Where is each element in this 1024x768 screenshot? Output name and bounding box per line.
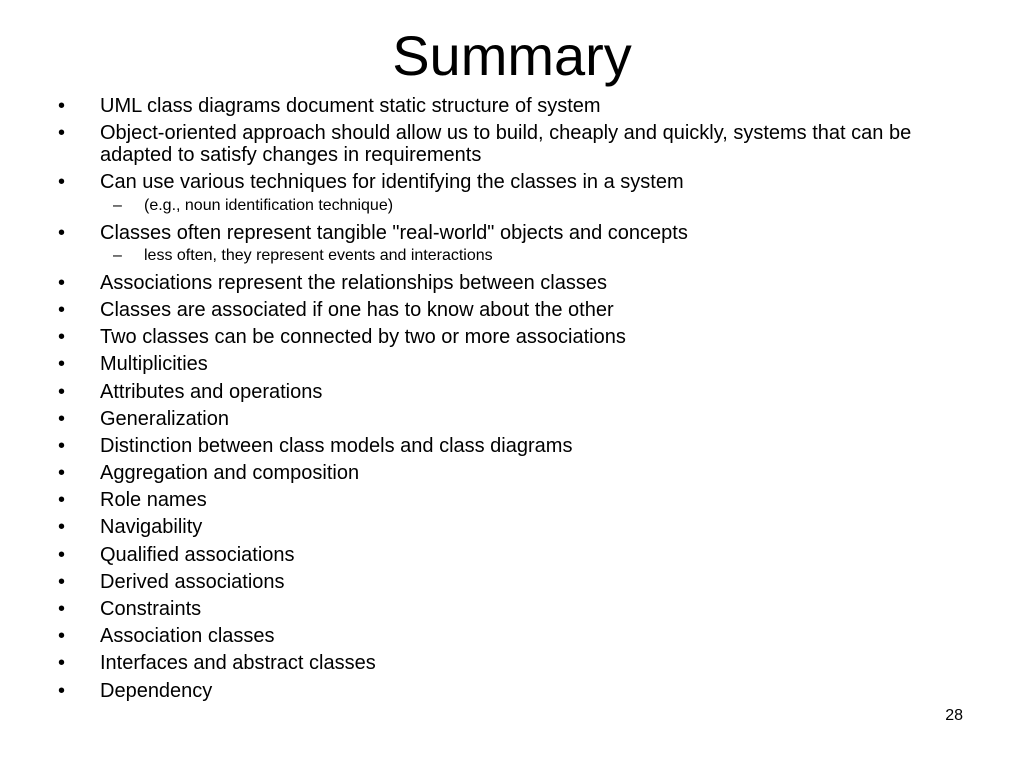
bullet-marker: • <box>58 298 66 321</box>
bullet-marker: • <box>58 625 66 648</box>
bullet-text: Classes are associated if one has to know about the other <box>100 298 614 321</box>
bullet-item <box>58 171 978 193</box>
bullet-item <box>58 598 978 620</box>
bullet-text: Two classes can be connected by two or more associations <box>100 326 626 349</box>
bullet-marker: • <box>58 353 66 376</box>
bullet-text: Derived associations <box>100 570 285 593</box>
bullet-text: Attributes and operations <box>100 380 323 403</box>
bullet-list <box>58 95 978 707</box>
bullet-text: Navigability <box>100 516 203 539</box>
bullet-item <box>58 299 978 321</box>
bullet-text: Can use various techniques for identifying the classes in a system <box>100 171 684 194</box>
bullet-text: Generalization <box>100 407 229 430</box>
bullet-marker: • <box>58 95 66 117</box>
bullet-item <box>58 571 978 593</box>
sub-bullet-item <box>58 247 978 265</box>
bullet-marker: • <box>58 652 66 675</box>
bullet-item <box>58 625 978 647</box>
bullet-text: Dependency <box>100 679 213 702</box>
sub-bullet-text: less often, they represent events and interactions <box>144 246 493 264</box>
bullet-text: Qualified associations <box>100 543 295 566</box>
bullet-item <box>58 222 978 244</box>
bullet-item <box>58 272 978 294</box>
bullet-marker: • <box>58 570 66 593</box>
sub-bullet-text: (e.g., noun identification technique) <box>144 196 394 214</box>
bullet-text: Associations represent the relationships between classes <box>100 271 607 294</box>
sub-bullet-marker: – <box>113 196 122 214</box>
sub-bullet-item <box>58 197 978 215</box>
bullet-text: Association classes <box>100 625 275 648</box>
bullet-item <box>58 122 978 166</box>
bullet-marker: • <box>58 407 66 430</box>
bullet-marker: • <box>58 462 66 485</box>
bullet-marker: • <box>58 434 66 457</box>
page-number: 28 <box>945 707 963 724</box>
sub-bullet-marker: – <box>113 246 122 264</box>
bullet-item <box>58 680 978 702</box>
slide-title: Summary <box>392 24 632 87</box>
bullet-text: Constraints <box>100 598 202 620</box>
bullet-item <box>58 326 978 348</box>
bullet-marker: • <box>58 489 66 512</box>
bullet-item <box>58 353 978 375</box>
bullet-marker: • <box>58 516 66 539</box>
bullet-text: Classes often represent tangible "real-world" objects and concepts <box>100 221 688 244</box>
bullet-text: Multiplicities <box>100 353 208 376</box>
bullet-item <box>58 381 978 403</box>
bullet-item <box>58 489 978 511</box>
bullet-text: Aggregation and composition <box>100 462 360 485</box>
bullet-marker: • <box>58 271 66 294</box>
bullet-item <box>58 95 978 117</box>
bullet-text: UML class diagrams document static structure of system <box>100 95 601 117</box>
bullet-marker: • <box>58 326 66 349</box>
bullet-marker: • <box>58 221 66 244</box>
bullet-item <box>58 408 978 430</box>
bullet-item <box>58 544 978 566</box>
bullet-item <box>58 462 978 484</box>
bullet-text: Distinction between class models and class diagrams <box>100 434 573 457</box>
bullet-text: Interfaces and abstract classes <box>100 652 376 675</box>
bullet-marker: • <box>58 122 66 145</box>
bullet-marker: • <box>58 598 66 620</box>
bullet-marker: • <box>58 380 66 403</box>
bullet-text: Role names <box>100 489 207 512</box>
bullet-marker: • <box>58 679 66 702</box>
bullet-text: Object-oriented approach should allow us to build, cheaply and quickly, systems that can be adapted to satisfy changes in requirements <box>100 122 912 167</box>
bullet-item <box>58 435 978 457</box>
bullet-item <box>58 652 978 674</box>
bullet-item <box>58 516 978 538</box>
bullet-marker: • <box>58 171 66 194</box>
bullet-marker: • <box>58 543 66 566</box>
